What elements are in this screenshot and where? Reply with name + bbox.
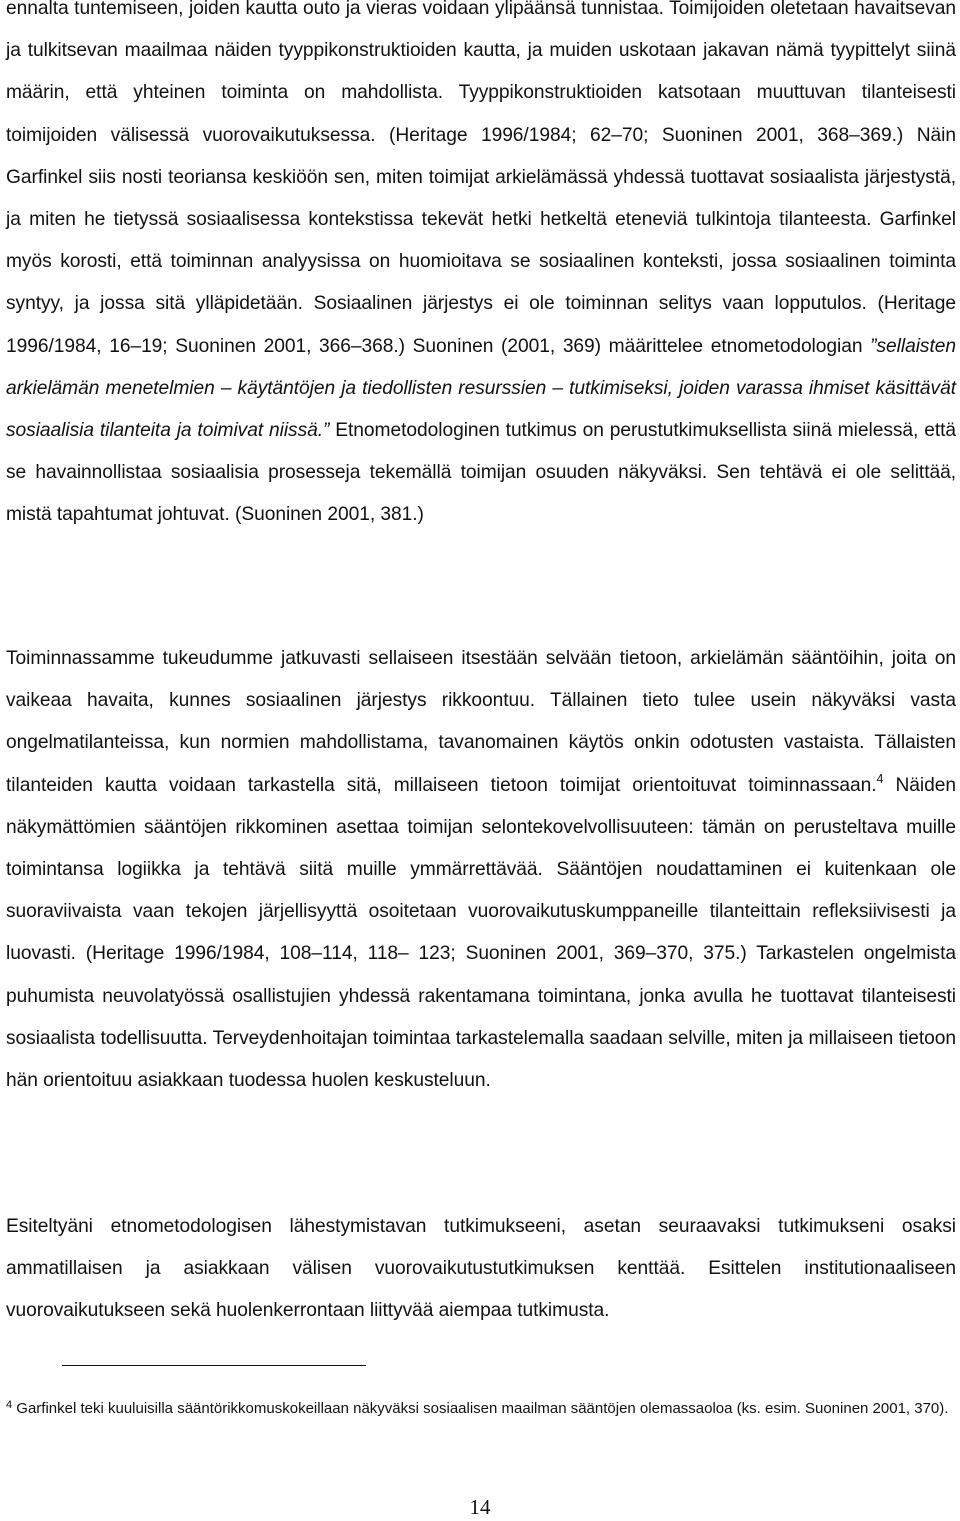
footnote: [6, 1391, 956, 1427]
footnote-text: Garfinkel teki kuuluisilla sääntörikkomuskokeillaan näkyväksi sosiaalisen maailman sääntöjen olemassaoloa (ks. esim. Suoninen 2001, 370).: [12, 1400, 949, 1417]
paragraph-3-text: Esiteltyäni etnometodologisen lähestymistavan tutkimukseeni, asetan seuraavaksi tutkimukseni osaksi ammatillaisen ja asiakkaan välisen vuorovaikutustutkimuksen kenttää. Esittelen institutionaaliseen vuorovaikutukseen sekä huolenkerrontaan liittyvää aiempaa tutkimusta.: [6, 1216, 956, 1322]
paragraph-2-text-end: Näiden näkymättömien sääntöjen rikkominen asettaa toimijan selontekovelvollisuuteen: tämän on perusteltava muille toimintansa logiikka ja tehtävä siitä muille ymmärrettävää. Sääntöjen noudattaminen ei kuitenkaan ole suoraviivaista vaan tekojen järjellisyyttä osoitetaan vuorovaikutuskumppaneille tilanteittain refleksiivisesti ja luovasti. (Heritage 1996/1984, 108–114, 118– 123; Suoninen 2001, 369–370, 375.) Tarkastelen ongelmista puhumista neuvolatyössä osallistujien yhdessä rakentamana toimintana, jonka avulla he tuottavat tilanteisesti sosiaalista todellisuutta. Terveydenhoitajan toimintaa tarkastelemalla saadaan selville, miten ja millaiseen tietoon hän orientoituu asiakkaan tuodessa huolen keskusteluun.: [6, 774, 956, 1092]
paragraph-2-text-start: Toiminnassamme tukeudumme jatkuvasti sellaiseen itsestään selvään tietoon, arkielämän sääntöihin, joita on vaikeaa havaita, kunnes sosiaalinen järjestys rikkoontuu. Tällainen tieto tulee usein näkyväksi vasta ongelmatilanteissa, kun normien mahdollistama, tavanomainen käytös onkin odotusten vastaista. Tällaisten tilanteiden kautta voidaan tarkastella sitä, millaiseen tietoon toimijat orientoituvat toiminnassaan.: [6, 648, 956, 796]
paragraph-1-text-start: ennalta tuntemiseen, joiden kautta outo ja vieras voidaan ylipäänsä tunnistaa. Toimijoiden oletetaan havaitsevan ja tulkitsevan maailmaa näiden tyyppikonstruktioiden kautta, ja muiden uskotaan jakavan nämä tyypittelyt siinä määrin, että yhteinen toiminta on mahdollista. Tyyppikonstruktioiden katsotaan muuttuvan tilanteisesti toimijoiden välisessä vuorovaikutuksessa. (Heritage 1996/1984; 62–70; Suoninen 2001, 368–369.) Näin Garfinkel siis nosti teoriansa keskiöön sen, miten toimijat arkielämässä yhdessä tuottavat sosiaalista järjestystä, ja miten he tietyssä sosiaalisessa kontekstissa tekevät hetki hetkeltä eteneviä tulkintoja tilanteesta. Garfinkel myös korosti, että toiminnan analyysissa on huomioitava se sosiaalinen konteksti, jossa sosiaalinen toiminta syntyy, ja jossa sitä ylläpidetään. Sosiaalinen järjestys ei ole toiminnan selitys vaan lopputulos. (Heritage 1996/1984, 16–19; Suoninen 2001, 366–368.) Suoninen (2001, 369) määrittelee etnometodologian: [6, 0, 956, 357]
footnote-reference: 4: [876, 771, 884, 786]
page-number: 14: [469, 1495, 491, 1519]
body-paragraph-2: [6, 638, 956, 1102]
footnote-separator: [62, 1365, 366, 1366]
body-paragraph-1: [6, 0, 956, 537]
definition-quote: ”sellaisten arkielämän menetelmien – käytäntöjen ja tiedollisten resurssien – tutkimiseksi, joiden varassa ihmiset käsittävät sosiaalisia tilanteita ja toimivat niissä.”: [6, 335, 956, 442]
footnote-marker: 4: [6, 1399, 13, 1411]
paragraph-1-text-end: Etnometodologinen tutkimus on perustutkimuksellista siinä mielessä, että se havainnollistaa sosiaalisia prosesseja tekemällä toimijan osuuden näkyväksi. Sen tehtävä ei ole selittää, mistä tapahtumat johtuvat. (Suoninen 2001, 381.): [6, 420, 956, 526]
body-paragraph-3: [6, 1206, 956, 1333]
